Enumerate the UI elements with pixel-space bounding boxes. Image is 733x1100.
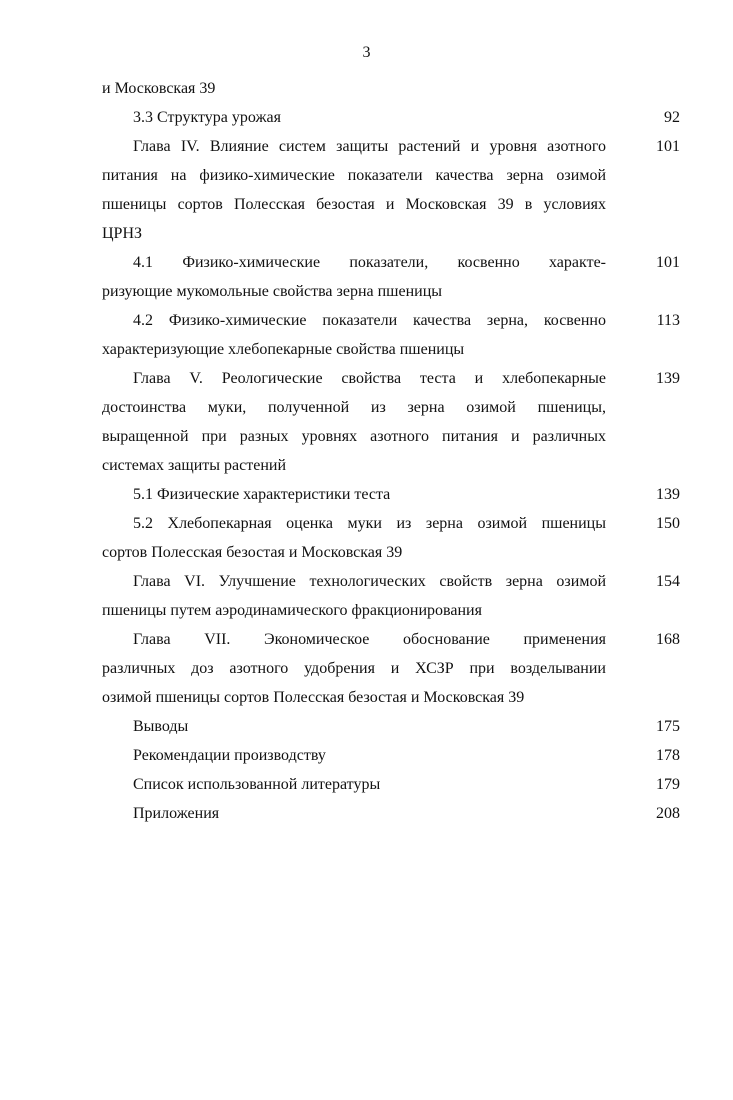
table-of-contents — [102, 74, 680, 828]
toc-entry-line: характеризующие хлебопекарные свойства пшеницы — [102, 341, 465, 358]
toc-entry-line: 5.2 Хлебопекарная оценка муки из зерна озимой пшеницы — [133, 515, 606, 532]
toc-page-number: 175 — [656, 718, 680, 735]
toc-page-number: 101 — [656, 254, 680, 271]
toc-entry-line: Приложения — [133, 805, 220, 822]
toc-entry — [102, 799, 680, 828]
toc-entry — [102, 480, 680, 509]
toc-page-number: 139 — [656, 486, 680, 503]
toc-entry-line: выращенной при разных уровнях азотного питания и различных — [102, 428, 606, 445]
toc-entry — [102, 509, 680, 567]
toc-entry-line: ЦРНЗ — [102, 225, 143, 242]
toc-entry — [102, 248, 680, 306]
toc-entry-line: Глава VI. Улучшение технологических свойств зерна озимой — [133, 573, 606, 590]
toc-page-number: 179 — [656, 776, 680, 793]
toc-page-number: 178 — [656, 747, 680, 764]
toc-page-number: 168 — [656, 631, 680, 648]
toc-entry — [102, 625, 680, 712]
toc-page-number: 208 — [656, 805, 680, 822]
toc-entry-line: 5.1 Физические характеристики теста — [133, 486, 391, 503]
toc-page-number: 101 — [656, 138, 680, 155]
toc-entry-line: Список использованной литературы — [133, 776, 381, 793]
toc-entry — [102, 103, 680, 132]
toc-continuation-line: и Московская 39 — [102, 80, 216, 97]
toc-entry — [102, 770, 680, 799]
toc-entry-line: ризующие мукомольные свойства зерна пшеницы — [102, 283, 443, 300]
toc-entry-line: достоинства муки, полученной из зерна озимой пшеницы, — [102, 399, 606, 416]
toc-page-number: 139 — [656, 370, 680, 387]
toc-entry — [102, 364, 680, 480]
toc-entry-line: Глава IV. Влияние систем защиты растений и уровня азотного — [133, 138, 606, 155]
toc-entry — [102, 712, 680, 741]
toc-page-number: 92 — [664, 109, 680, 126]
toc-entry-line: 4.2 Физико-химические показатели качества зерна, косвенно — [133, 312, 606, 329]
toc-entry-line: Рекомендации производству — [133, 747, 326, 764]
toc-page-number: 154 — [656, 573, 680, 590]
toc-page-number: 150 — [656, 515, 680, 532]
toc-entry-line: различных доз азотного удобрения и ХСЗР при возделывании — [102, 660, 606, 677]
toc-page-number: 113 — [656, 312, 680, 329]
toc-entry — [102, 741, 680, 770]
page-number: 3 — [362, 44, 371, 61]
toc-entry-line: системах защиты растений — [102, 457, 287, 474]
toc-entry-line: озимой пшеницы сортов Полесская безостая и Московская 39 — [102, 689, 525, 706]
toc-entry-line: пшеницы сортов Полесская безостая и Московская 39 в условиях — [102, 196, 606, 213]
toc-entry-line: питания на физико-химические показатели качества зерна озимой — [102, 167, 606, 184]
toc-entry-line: 4.1 Физико-химические показатели, косвенно характе- — [133, 254, 606, 271]
toc-entry-line: сортов Полесская безостая и Московская 39 — [102, 544, 403, 561]
toc-entry-line: Выводы — [133, 718, 189, 735]
toc-entry-line: Глава V. Реологические свойства теста и хлебопекарные — [133, 370, 606, 387]
toc-entry — [102, 567, 680, 625]
toc-entry-line: Глава VII. Экономическое обоснование применения — [133, 631, 606, 648]
toc-entry-line: пшеницы путем аэродинамического фракционирования — [102, 602, 482, 619]
toc-entry — [102, 132, 680, 248]
toc-entry — [102, 306, 680, 364]
toc-entry-line: 3.3 Структура урожая — [133, 109, 281, 126]
